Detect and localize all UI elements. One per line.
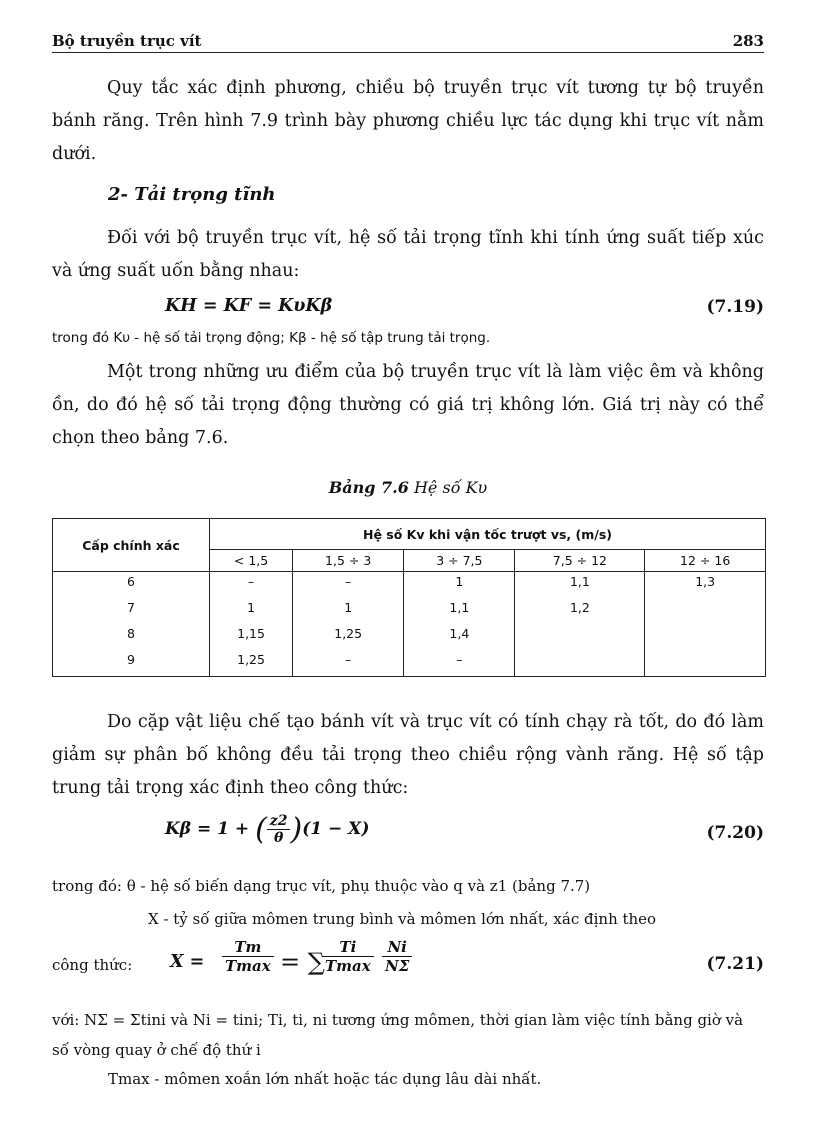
equation-number-7-20: (7.20) bbox=[706, 823, 764, 843]
table-cell: 1,1 bbox=[404, 598, 515, 624]
paragraph-1: Quy tắc xác định phương, chiều bộ truyền trục vít tương tự bộ truyền bánh răng. Trên hình 7.9 trình bày phương chiều lực tác dụng khi trục vít nằm dưới. bbox=[52, 78, 764, 164]
table-cell: 1,3 bbox=[645, 572, 766, 599]
equation-number-7-21: (7.21) bbox=[706, 954, 764, 974]
table-cell: 8 bbox=[53, 624, 210, 650]
eq-7-20-rhs: (1 − X) bbox=[302, 819, 370, 839]
table-cell: 6 bbox=[53, 572, 210, 599]
table-cell: 7 bbox=[53, 598, 210, 624]
column-header: < 1,5 bbox=[210, 550, 293, 572]
where-text-4: với: NΣ = Σtini và Ni = tini; Ti, ti, ni tương ứng mômen, thời gian làm việc tính bằng giờ và số vòng quay ở chế độ thứ i bbox=[52, 1011, 744, 1059]
where-text-1: trong đó Kυ - hệ số tải trọng động; Kβ - hệ số tập trung tải trọng. bbox=[52, 330, 491, 346]
table-caption-text: Hệ số Kυ bbox=[413, 478, 488, 497]
table-cell bbox=[515, 624, 645, 650]
row-header: Cấp chính xác bbox=[53, 519, 210, 572]
eq-7-20-numerator: z2 bbox=[267, 813, 291, 830]
eq-7-21-lhs: X = bbox=[170, 952, 205, 972]
table-cell: 1,25 bbox=[210, 650, 293, 677]
where-text-5: Tmax - mômen xoắn lớn nhất hoặc tác dụng lâu dài nhất. bbox=[108, 1070, 542, 1088]
table-row bbox=[53, 624, 766, 650]
table-row bbox=[53, 598, 766, 624]
column-header: 3 ÷ 7,5 bbox=[404, 550, 515, 572]
paragraph-2: Đối với bộ truyền trục vít, hệ số tải trọng tĩnh khi tính ứng suất tiếp xúc và ứng suất uốn bằng nhau: bbox=[52, 228, 764, 281]
chapter-title: Bộ truyền trục vít bbox=[52, 32, 202, 50]
eq-7-20-lhs: Kβ = 1 + bbox=[165, 819, 250, 839]
table-cell: 1,1 bbox=[515, 572, 645, 599]
table-cell: 1 bbox=[404, 572, 515, 599]
table-cell: 1,2 bbox=[515, 598, 645, 624]
table-caption bbox=[0, 478, 816, 497]
table-cell: – bbox=[404, 650, 515, 677]
coefficient-table bbox=[52, 518, 766, 677]
table-cell: 9 bbox=[53, 650, 210, 677]
equation-7-19: KH = KF = KυKβ bbox=[165, 296, 333, 316]
table-caption-label: Bảng 7.6 bbox=[328, 478, 409, 497]
where-text-3: X - tỷ số giữa mômen trung bình và mômen lớn nhất, xác định theo bbox=[148, 910, 657, 928]
eq-7-21-prefix: công thức: bbox=[52, 956, 133, 974]
table-cell: 1,4 bbox=[404, 624, 515, 650]
table-row bbox=[53, 650, 766, 677]
eq-7-21-f2-den: Tmax bbox=[325, 957, 371, 975]
table-cell bbox=[515, 650, 645, 677]
group-header: Hệ số Kv khi vận tốc trượt vs, (m/s) bbox=[210, 519, 766, 550]
paragraph-3: Một trong những ưu điểm của bộ truyền trục vít là làm việc êm và không ồn, do đó hệ số tải trọng động thường có giá trị không lớn. Giá trị này có thể chọn theo bảng 7.6. bbox=[52, 362, 764, 448]
eq-7-21-sum: = ∑ bbox=[280, 948, 325, 976]
table-cell: – bbox=[293, 650, 404, 677]
column-header: 12 ÷ 16 bbox=[645, 550, 766, 572]
table-cell bbox=[645, 624, 766, 650]
where-text-2: trong đó: θ - hệ số biến dạng trục vít, phụ thuộc vào q và z1 (bảng 7.7) bbox=[52, 877, 591, 895]
column-header: 1,5 ÷ 3 bbox=[293, 550, 404, 572]
eq-7-21-f1-num: Tm bbox=[222, 938, 274, 957]
equation-7-21 bbox=[52, 938, 764, 990]
table-cell: – bbox=[293, 572, 404, 599]
eq-7-21-f1-den: Tmax bbox=[225, 957, 271, 975]
equation-7-20: Kβ = 1 + ( $\frac{z2}{\theta}$ )(1 − X) bbox=[165, 812, 370, 847]
table-cell bbox=[645, 598, 766, 624]
table-row bbox=[53, 572, 766, 599]
table-cell: 1 bbox=[210, 598, 293, 624]
paragraph-4: Do cặp vật liệu chế tạo bánh vít và trục vít có tính chạy rà tốt, do đó làm giảm sự phân bố không đều tải trọng theo chiều rộng vành răng. Hệ số tập trung tải trọng xác định theo công thức: bbox=[52, 712, 764, 798]
equation-number-7-19: (7.19) bbox=[706, 297, 764, 317]
column-header: 7,5 ÷ 12 bbox=[515, 550, 645, 572]
page-header bbox=[52, 30, 764, 53]
eq-7-21-f3-den: NΣ bbox=[385, 957, 410, 975]
table-cell bbox=[645, 650, 766, 677]
table-cell: 1 bbox=[293, 598, 404, 624]
eq-7-20-denominator: θ bbox=[273, 830, 284, 846]
table-cell: 1,15 bbox=[210, 624, 293, 650]
section-heading: 2- Tải trọng tĩnh bbox=[108, 184, 276, 205]
eq-7-21-f2-num: Ti bbox=[322, 938, 374, 957]
table-cell: – bbox=[210, 572, 293, 599]
page-number: 283 bbox=[732, 32, 764, 50]
table-cell: 1,25 bbox=[293, 624, 404, 650]
eq-7-21-f3-num: Ni bbox=[382, 938, 412, 957]
